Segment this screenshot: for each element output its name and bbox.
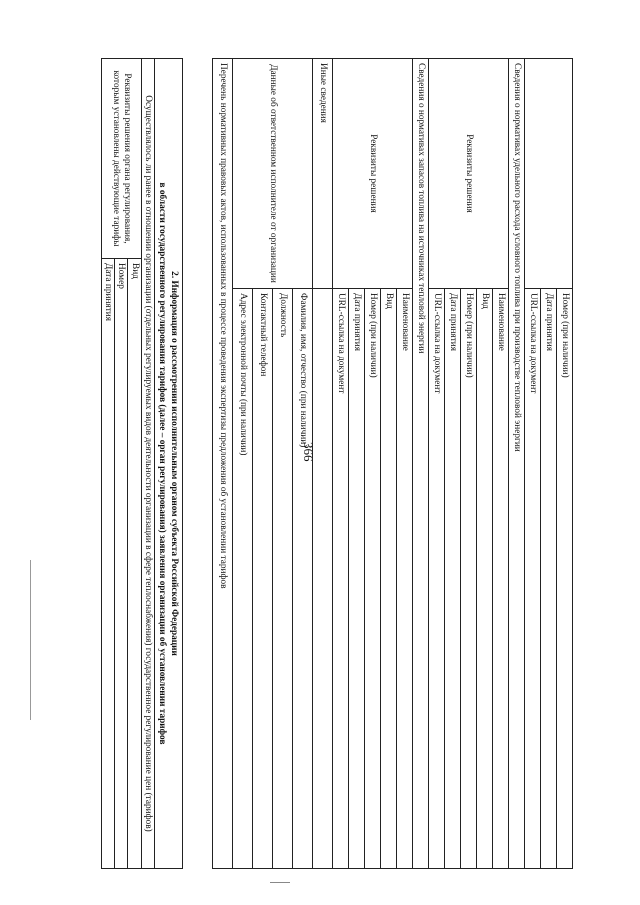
field-cell: Дата принятия [541, 289, 557, 869]
field-cell: URL-ссылка на документ [525, 289, 541, 869]
heading-row [155, 59, 168, 869]
table-row [313, 59, 333, 869]
section-row [509, 59, 525, 869]
field-cell: URL-ссылка на документ [429, 289, 445, 869]
field-cell: Контактный телефон [253, 289, 273, 869]
field-cell: Дата принятия [101, 259, 114, 869]
decision-label: Реквизиты решения [429, 59, 509, 289]
field-cell: Номер (при наличии) [461, 289, 477, 869]
field-cell: Должность [273, 289, 293, 869]
table-row [293, 59, 313, 869]
empty-cell [313, 289, 333, 869]
section-fuel-stock: Сведения о нормативах запасов топлива на источниках тепловой энергии [413, 59, 429, 869]
normative-acts: Перечень нормативных правовых актов, использованных в процессе проведения экспертизы предложения об установлении тарифов [213, 59, 233, 869]
field-cell: Номер (при наличии) [557, 289, 573, 869]
field-cell: Адрес электронной почты (при наличии) [233, 289, 253, 869]
table-row [141, 59, 154, 869]
prior-regulation-question: Осуществлялось ли ранее в отношении организации (отдельных регулируемых видов деятельности организации в сфере теплоснабжения) государственное регулирование цен (тарифов) [141, 59, 154, 869]
rotated-document-content [103, 58, 573, 878]
field-cell: Дата принятия [349, 289, 365, 869]
table-row [557, 59, 573, 869]
section-row [413, 59, 429, 869]
scan-edge-left [30, 560, 31, 720]
table-row [493, 59, 509, 869]
field-cell: Фамилия, имя, отчество (при наличии) [293, 289, 313, 869]
page-number: 366 [301, 442, 316, 462]
field-cell: Вид [381, 289, 397, 869]
scan-dash-bottom [270, 882, 290, 883]
field-cell: Вид [128, 259, 141, 869]
executor-label: Данные об ответственном исполнителе от организации [233, 59, 313, 289]
regulator-decision-label: Реквизиты решения органа регулирования, которым установлены действующие тарифы [101, 59, 141, 259]
field-cell: Вид [477, 289, 493, 869]
section-row [213, 59, 233, 869]
tariff-review-table [101, 58, 183, 869]
other-info-label: Иные сведения [313, 59, 333, 289]
field-cell: Номер (при наличии) [365, 289, 381, 869]
heading-row [168, 59, 183, 869]
field-cell: Наименование [493, 289, 509, 869]
table-row [397, 59, 413, 869]
section-2-heading-line1: 2. Информация о рассмотрении исполнительным органом субъекта Российской Федерации [168, 59, 183, 869]
requirements-table [212, 58, 573, 869]
field-cell: Номер [114, 259, 127, 869]
field-cell: URL-ссылка на документ [333, 289, 349, 869]
section-fuel-rate: Сведения о нормативах удельного расхода условного топлива при производстве тепловой энергии [509, 59, 525, 869]
field-cell: Наименование [397, 289, 413, 869]
section-2-heading-line2: в области государственного регулирования тарифов (далее – орган регулирования) заявления организации об установлении тарифов [155, 59, 168, 869]
empty-cell [525, 59, 573, 289]
decision-label: Реквизиты решения [333, 59, 413, 289]
table-row [128, 59, 141, 869]
field-cell: Дата принятия [445, 289, 461, 869]
